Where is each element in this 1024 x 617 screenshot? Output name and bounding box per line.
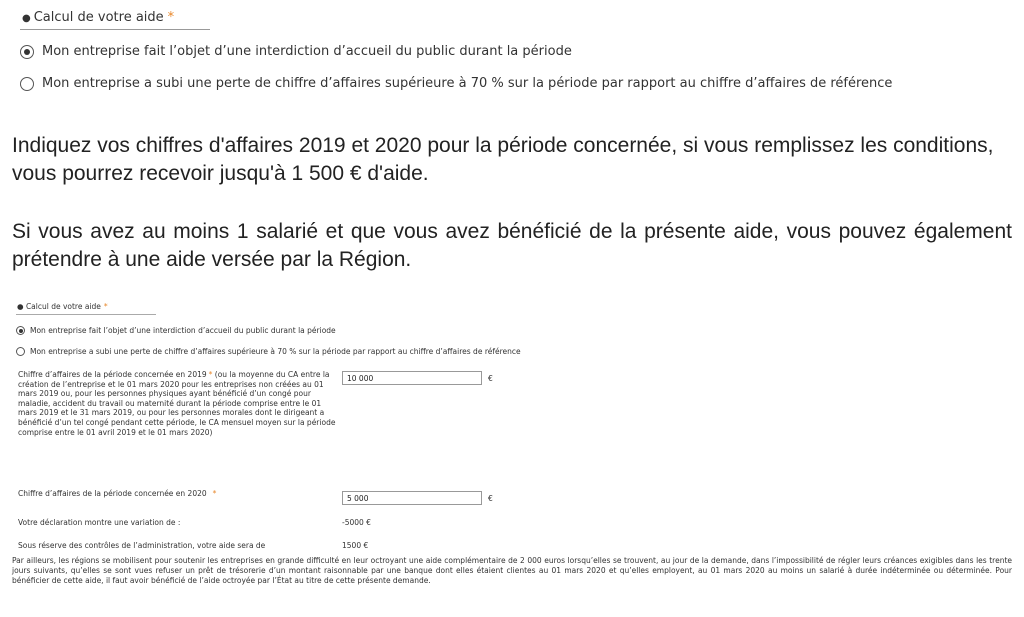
form-section-divider <box>16 314 156 315</box>
instruction-paragraph-2: Si vous avez au moins 1 salarié et que vous avez bénéficié de la présente aide, vous pouvez également prétendre à une aide versée par la Région. <box>12 220 1012 271</box>
section-divider <box>20 29 210 30</box>
variation-label: Votre déclaration montre une variation de : <box>18 518 181 527</box>
form-option-perte-ca[interactable]: Mon entreprise a subi une perte de chiffre d’affaires supérieure à 70 % sur la période par rapport au chiffre d’affaires de référence <box>16 347 521 356</box>
section-title: ● Calcul de votre aide * <box>22 10 175 25</box>
regional-aid-note: Par ailleurs, les régions se mobilisent pour soutenir les entreprises en grande difficulté en leur octroyant une aide complémentaire de 2 000 euros lorsqu’elles se trouvent, au jour de la demande, dans l’impossibilité de régler leurs créances exigibles dans les trente jours suivants, qu’elles se sont vues refuser un prêt de trésorerie d’un montant raisonnable par une banque dont elles étaient clientes au 01 mars 2020 et qu’elles employent, au 01 mars 2020 au moins un salarié à durée indéterminée ou déterminée. Pour bénéficier de cette aide, il faut avoir bénéficié de l’aide octroyée par l’État au titre de cette présente demande. <box>12 556 1012 585</box>
ca2020-input[interactable] <box>342 491 482 505</box>
form-option-interdiction-accueil[interactable]: Mon entreprise fait l’objet d’une interdiction d’accueil du public durant la période <box>16 326 336 335</box>
bullet-icon: ● <box>22 13 31 24</box>
form-section-title: ● Calcul de votre aide * <box>17 302 108 311</box>
ca2019-input[interactable] <box>342 371 482 385</box>
ca2020-label: Chiffre d’affaires de la période concernée en 2020 * <box>18 489 217 498</box>
variation-value: -5000 € <box>342 518 371 527</box>
required-marker: * <box>167 10 175 25</box>
instruction-paragraph-1: Indiquez vos chiffres d'affaires 2019 et 2020 pour la période concernée, si vous remplissez les conditions, vous pourrez recevoir jusqu'à 1 500 € d'aide. <box>12 134 994 185</box>
required-marker: * <box>212 489 217 498</box>
radio-unselected-icon[interactable] <box>20 77 34 91</box>
aid-value: 1500 € <box>342 541 369 550</box>
bullet-icon: ● <box>17 302 24 311</box>
option-interdiction-accueil[interactable]: Mon entreprise fait l’objet d’une interdiction d’accueil du public durant la période <box>20 44 572 59</box>
radio-selected-icon[interactable] <box>16 326 25 335</box>
ca2020-unit: € <box>488 494 493 503</box>
ca2019-unit: € <box>488 374 493 383</box>
ca2019-label: Chiffre d’affaires de la période concernée en 2019 * (ou la moyenne du CA entre la création de l’entreprise et le 01 mars 2020 pour les entreprises non créées au 01 mars 2019 ou, pour les personnes physiques ayant bénéficié d’un congé pour maladie, accident du travail ou maternité durant la période comprise entre le 01 mars 2019 et le 31 mars 2019, ou pour les personnes morales dont le dirigeant a bénéficié d’un tel congé pendant cette période, le CA mensuel moyen sur la période comprise entre le 01 avril 2019 et le 01 mars 2020) <box>18 370 336 437</box>
radio-unselected-icon[interactable] <box>16 347 25 356</box>
required-marker: * <box>208 370 213 379</box>
aid-label: Sous réserve des contrôles de l’administration, votre aide sera de <box>18 541 266 550</box>
required-marker: * <box>103 302 108 311</box>
option-perte-ca[interactable]: Mon entreprise a subi une perte de chiffre d’affaires supérieure à 70 % sur la période par rapport au chiffre d’affaires de référence <box>20 76 892 91</box>
radio-selected-icon[interactable] <box>20 45 34 59</box>
